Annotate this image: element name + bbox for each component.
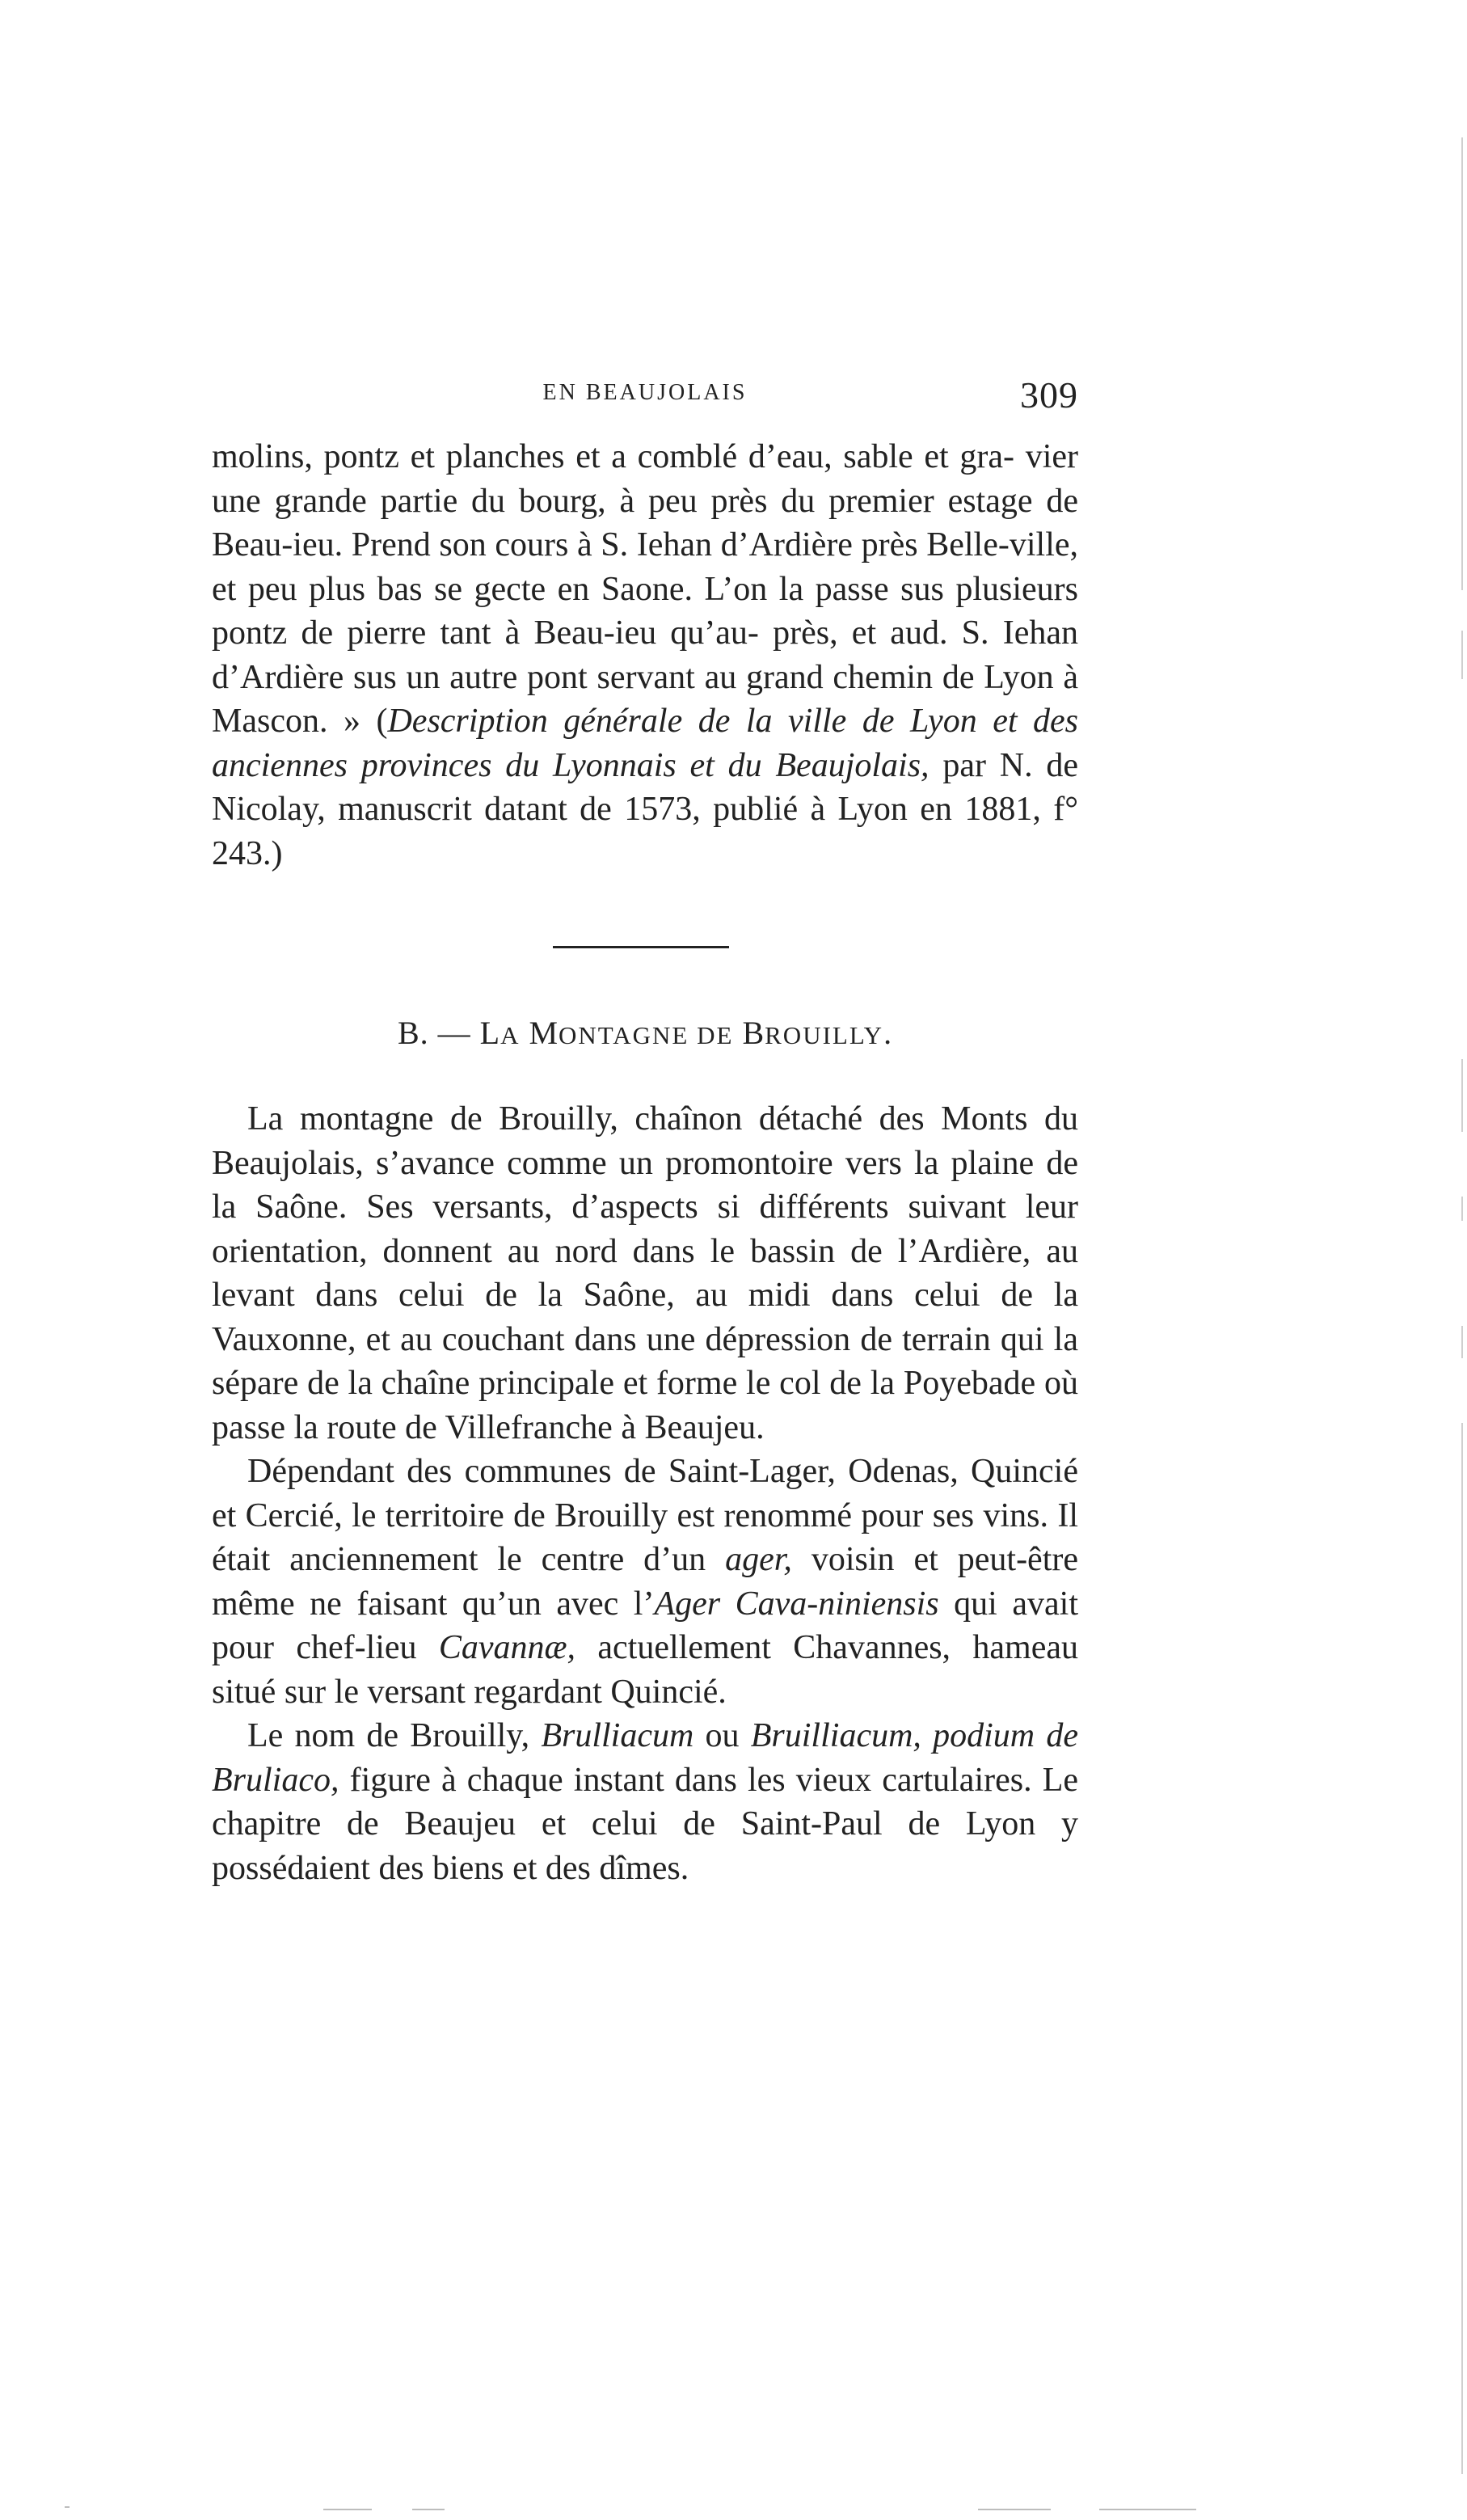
running-head xyxy=(212,374,1078,422)
scan-edge-mark xyxy=(978,2509,1051,2510)
quote-line: vier une grande partie du bourg, à peu près du premier xyxy=(212,438,1078,520)
body-text xyxy=(212,1097,1078,1890)
source-title: Description générale xyxy=(387,703,683,740)
quote-line: au grand chemin de Lyon à Mascon. » ( xyxy=(212,658,1079,740)
running-title: EN BEAUJOLAIS xyxy=(542,380,748,405)
section-divider xyxy=(553,946,729,948)
quotation-block xyxy=(212,435,1078,876)
scan-edge-mark xyxy=(412,2509,445,2510)
source-publication: publié à Lyon en 1881, f° 243.) xyxy=(212,791,1079,872)
source-title-end: Beaujolais, xyxy=(775,746,930,784)
scan-margin-line xyxy=(1461,1423,1463,2474)
paragraph-3: Le nom de Brouilly, Brulliacum ou Bruilliacum, podium de Bruliaco, figure à chaque instant dans les vieux cartulaires. Le chapitre de Beaujeu et celui de Saint-Paul de Lyon y possédaient des biens et des dîmes. xyxy=(212,1717,1079,1887)
paragraph-2: Dépendant des communes de Saint-Lager, Odenas, Quincié et Cercié, le territoire de Brouilly est renommé pour ses vins. Il était anciennement le centre d’un ager, voisin et peut-être même ne faisant qu’un avec l’Ager Cava-niniensis qui avait pour chef-lieu Cavannæ, actuellement Chavannes, hameau situé sur le versant regardant Quincié. xyxy=(212,1453,1079,1711)
section-heading: B. — LA MONTAGNE DE BROUILLY. xyxy=(397,1015,893,1051)
scan-edge-mark xyxy=(65,2506,70,2508)
source-title-cont: de la ville de Lyon et des anciennes provinces du Lyonnais et du xyxy=(212,703,1078,784)
scan-margin-line xyxy=(1461,1197,1463,1221)
quote-line: passe sus plusieurs pontz de pierre tant à Beau-ieu qu’au- xyxy=(212,570,1078,652)
quote-line: estage de Beau-ieu. Prend son cours à S. Iehan d’Ardière xyxy=(212,482,1078,564)
scan-margin-line xyxy=(1461,1059,1463,1132)
scan-margin-line xyxy=(1461,1326,1463,1358)
scan-margin-line xyxy=(1461,631,1463,679)
quote-line: près Belle-ville, et peu plus bas se gecte en Saone. L’on la xyxy=(212,526,1078,608)
scan-edge-mark xyxy=(323,2509,372,2510)
scan-edge-mark xyxy=(1099,2509,1196,2510)
scan-margin-line xyxy=(1461,137,1463,590)
paragraph-1: La montagne de Brouilly, chaînon détaché des Monts du Beaujolais, s’avance comme un promontoire vers la plaine de la Saône. Ses versants, d’aspects si différents suivant leur orientation, donnent au nord dans le bassin de l’Ardière, au levant dans celui de la Saône, au midi dans celui de la Vauxonne, et au couchant dans une dépression de terrain qui la sépare de la chaîne principale et forme le col de la Poyebade où passe la route de Villefranche à Beaujeu. xyxy=(212,1100,1078,1446)
quote-line: près, et aud. S. Iehan d’Ardière sus un autre pont servant xyxy=(212,614,1078,696)
source-credit: par N. de Nicolay, manuscrit datant de 1573, xyxy=(212,746,1078,828)
quote-line: molins, pontz et planches et a comblé d’eau, sable et gra- xyxy=(212,438,1014,475)
quotation-paragraph xyxy=(212,435,1078,876)
page-number: 309 xyxy=(1020,374,1078,416)
